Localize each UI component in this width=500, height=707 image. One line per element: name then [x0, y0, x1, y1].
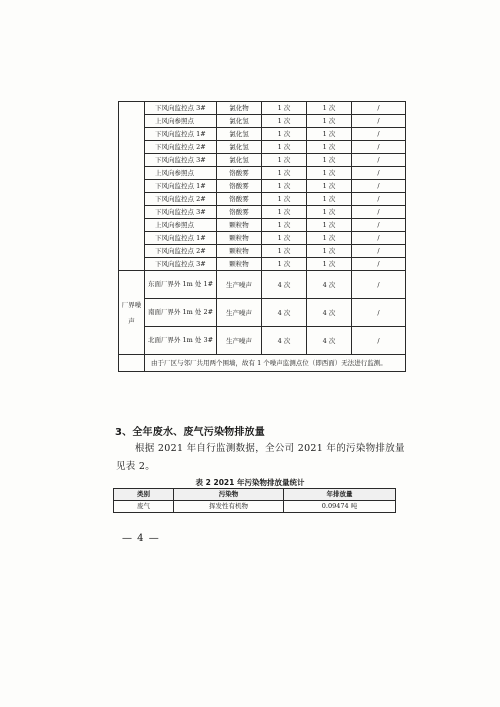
remark-cell: /	[352, 180, 406, 193]
pollutant-cell: 氯化氢	[217, 141, 262, 154]
frequency-cell: 4 次	[262, 299, 307, 327]
frequency-cell: 1 次	[307, 219, 352, 232]
location-cell: 上风向参照点	[145, 219, 217, 232]
section-paragraph: 根据 2021 年自行监测数据，全公司 2021 年的污染物排放量见表 2。	[116, 443, 405, 472]
frequency-cell: 1 次	[262, 245, 307, 258]
remark-cell: /	[352, 299, 406, 327]
noise-category-cell: 厂界噪声	[119, 271, 145, 355]
table2-caption: 表 2 2021 年污染物排放量统计	[195, 478, 305, 487]
emission-table	[113, 488, 396, 513]
frequency-cell: 1 次	[262, 232, 307, 245]
frequency-cell: 4 次	[262, 271, 307, 299]
location-cell: 北面厂界外 1m 处 3#	[145, 327, 217, 355]
location-cell: 下风向监控点 3#	[145, 258, 217, 271]
frequency-cell: 4 次	[307, 299, 352, 327]
pollutant-cell: 生产噪声	[217, 299, 262, 327]
frequency-cell: 1 次	[307, 154, 352, 167]
remark-cell: /	[352, 327, 406, 355]
table-row	[119, 115, 406, 128]
table-row	[119, 258, 406, 271]
table-row	[119, 219, 406, 232]
table-row	[119, 193, 406, 206]
table-row	[119, 141, 406, 154]
remark-cell: /	[352, 232, 406, 245]
page-number: — 4 —	[122, 533, 160, 544]
category-cell-air	[119, 102, 145, 271]
frequency-cell: 1 次	[262, 219, 307, 232]
pollutant-cell: 颗粒物	[217, 258, 262, 271]
remark-cell: /	[352, 128, 406, 141]
frequency-cell: 1 次	[262, 206, 307, 219]
table-row	[119, 232, 406, 245]
pollutant-cell: 铬酸雾	[217, 180, 262, 193]
pollutant-cell: 铬酸雾	[217, 193, 262, 206]
table2-row	[114, 501, 396, 513]
remark-cell: /	[352, 206, 406, 219]
location-cell: 下风向监控点 2#	[145, 245, 217, 258]
frequency-cell: 1 次	[262, 180, 307, 193]
table-row	[119, 245, 406, 258]
table-row	[119, 180, 406, 193]
note-spacer-cell	[119, 355, 145, 372]
remark-cell: /	[352, 193, 406, 206]
frequency-cell: 4 次	[307, 271, 352, 299]
pollutant-cell: 生产噪声	[217, 271, 262, 299]
table2-category: 废气	[114, 501, 174, 513]
table2-header-row	[114, 489, 396, 501]
location-cell: 下风向监控点 2#	[145, 141, 217, 154]
remark-cell: /	[352, 154, 406, 167]
remark-cell: /	[352, 141, 406, 154]
note-row	[119, 355, 406, 372]
location-cell: 南面厂界外 1m 处 2#	[145, 299, 217, 327]
table-row	[119, 128, 406, 141]
table-row	[119, 271, 406, 299]
location-cell: 上风向参照点	[145, 115, 217, 128]
frequency-cell: 1 次	[307, 193, 352, 206]
frequency-cell: 1 次	[307, 232, 352, 245]
location-cell: 上风向参照点	[145, 167, 217, 180]
frequency-cell: 1 次	[307, 258, 352, 271]
frequency-cell: 1 次	[307, 167, 352, 180]
remark-cell: /	[352, 271, 406, 299]
frequency-cell: 1 次	[262, 154, 307, 167]
frequency-cell: 1 次	[307, 128, 352, 141]
pollutant-cell: 颗粒物	[217, 219, 262, 232]
pollutant-cell: 氯化氢	[217, 128, 262, 141]
remark-cell: /	[352, 258, 406, 271]
note-cell: 由于厂区与邻厂共用两个围墙，故有 1 个噪声监测点位（即西面）无法进行监测。	[145, 355, 406, 372]
remark-cell: /	[352, 219, 406, 232]
table2-pollutant: 挥发性有机物	[174, 501, 284, 513]
frequency-cell: 1 次	[262, 102, 307, 115]
table-row	[119, 102, 406, 115]
location-cell: 下风向监控点 1#	[145, 232, 217, 245]
location-cell: 下风向监控点 1#	[145, 180, 217, 193]
frequency-cell: 1 次	[262, 115, 307, 128]
pollutant-cell: 颗粒物	[217, 245, 262, 258]
pollutant-cell: 氯化氢	[217, 154, 262, 167]
pollutant-cell: 铬酸雾	[217, 206, 262, 219]
pollutant-cell: 铬酸雾	[217, 167, 262, 180]
frequency-cell: 1 次	[307, 115, 352, 128]
frequency-cell: 1 次	[262, 258, 307, 271]
pollutant-cell: 氯化物	[217, 102, 262, 115]
frequency-cell: 4 次	[262, 327, 307, 355]
remark-cell: /	[352, 115, 406, 128]
table2-amount: 0.09474 吨	[284, 501, 396, 513]
frequency-cell: 4 次	[307, 327, 352, 355]
monitoring-table	[118, 101, 406, 372]
table-row	[119, 154, 406, 167]
frequency-cell: 1 次	[262, 167, 307, 180]
frequency-cell: 1 次	[307, 180, 352, 193]
remark-cell: /	[352, 167, 406, 180]
location-cell: 下风向监控点 2#	[145, 193, 217, 206]
location-cell: 下风向监控点 1#	[145, 128, 217, 141]
frequency-cell: 1 次	[307, 245, 352, 258]
table2-header-pollutant: 污染物	[174, 489, 284, 501]
table-row	[119, 327, 406, 355]
remark-cell: /	[352, 102, 406, 115]
location-cell: 东面厂界外 1m 处 1#	[145, 271, 217, 299]
frequency-cell: 1 次	[307, 102, 352, 115]
frequency-cell: 1 次	[262, 141, 307, 154]
pollutant-cell: 颗粒物	[217, 232, 262, 245]
section-title: 3、全年废水、废气污染物排放量	[115, 427, 265, 438]
table-row	[119, 167, 406, 180]
frequency-cell: 1 次	[307, 206, 352, 219]
table-row	[119, 299, 406, 327]
location-cell: 下风向监控点 3#	[145, 154, 217, 167]
frequency-cell: 1 次	[262, 128, 307, 141]
table2-header-amount: 年排放量	[284, 489, 396, 501]
frequency-cell: 1 次	[262, 193, 307, 206]
remark-cell: /	[352, 245, 406, 258]
table-row	[119, 206, 406, 219]
location-cell: 下风向监控点 3#	[145, 102, 217, 115]
frequency-cell: 1 次	[307, 141, 352, 154]
pollutant-cell: 氯化氢	[217, 115, 262, 128]
location-cell: 下风向监控点 3#	[145, 206, 217, 219]
pollutant-cell: 生产噪声	[217, 327, 262, 355]
table2-header-category: 类别	[114, 489, 174, 501]
